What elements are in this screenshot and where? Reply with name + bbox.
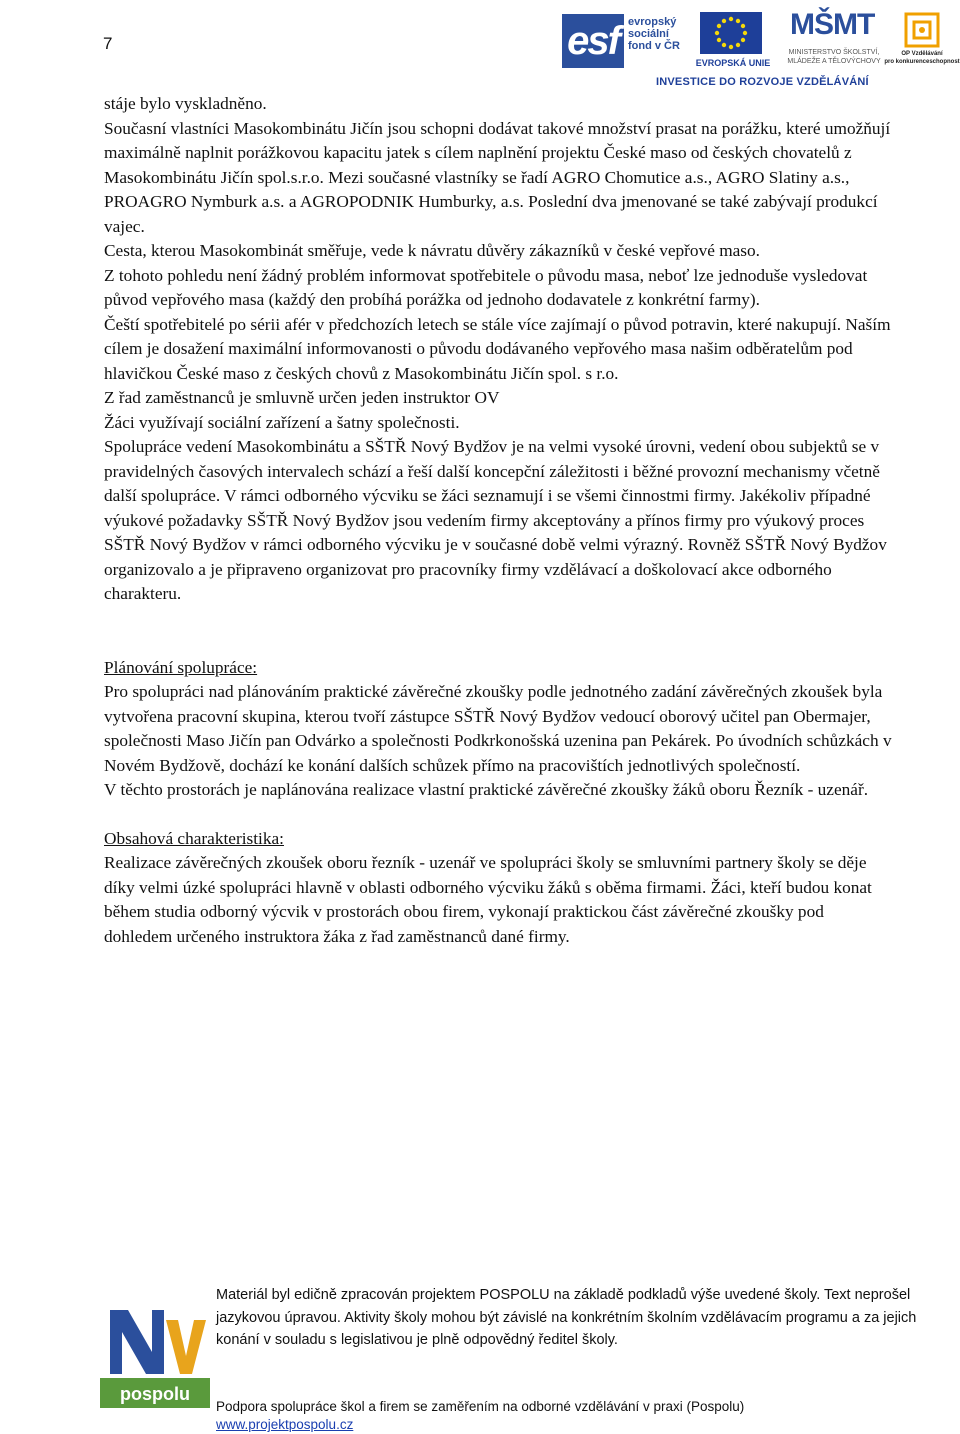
section-heading-planning: Plánování spolupráce:: [104, 657, 258, 677]
section-heading-content: Obsahová charakteristika:: [104, 828, 284, 848]
paragraph: Čeští spotřebitelé po sérii afér v předchozích letech se stále více zajímají o původ potravin, které nakupují. Naším cílem je dosažení maximální informovanosti o původu dodávaného vepřového masa našim odběratelům pod hlavičkou České maso z českých chovů z Masokombinátu Jičín spol. s r.o.: [104, 314, 891, 383]
paragraph: V těchto prostorách je naplánována realizace vlastní praktické závěrečné zkoušky žáků oboru Řezník - uzenář.: [104, 780, 869, 799]
document-body: [104, 92, 894, 949]
esf-text: evropský sociální fond v ČR: [628, 16, 680, 52]
op-emblem-icon: [904, 12, 940, 48]
footer-statement: Materiál byl edičně zpracován projektem POSPOLU na základě podkladů výše uvedené školy. Text neprošel jazykovou úpravou. Aktivity školy mohou být závislé na konkrétním školním vzdělávacím programu a za jejich konání v souladu s legislativou je plně odpovědný ředitel školy.: [216, 1287, 917, 1348]
eu-caption: EVROPSKÁ UNIE: [695, 58, 771, 68]
esf-logo: [562, 12, 684, 72]
project-website-link[interactable]: www.projektpospolu.cz: [216, 1417, 354, 1432]
paragraph: Pro spolupráci nad plánováním praktické závěrečné zkoušky podle jednotného zadání závěrečných zkoušek byla vytvořena pracovní skupina, kterou tvoří zástupce SŠTŘ Nový Bydžov vedoucí oborový učitel pan Obermajer, společnosti Maso Jičín pan Odvárko a společnosti Podkrkonošská uzenina pan Pekárek. Po úvodních schůzkách v Novém Bydžově, dochází ke konání dalších schůzek přímo na pracovištích jednotlivých společností.: [104, 682, 892, 775]
paragraph: Cesta, kterou Masokombinát směřuje, vede k návratu důvěry zákazníků v české vepřové maso.: [104, 241, 760, 260]
header-logos: [562, 8, 960, 94]
op-logo: [884, 12, 960, 72]
paragraph: Realizace závěrečných zkoušek oboru řezník - uzenář ve spolupráci školy se smluvními partnery školy se děje díky velmi úzké spolupráci hlavně v oblasti odborného výcviku žáků s oběma firmami. Žáci, kteří budou konat během studia odborný výcvik v prostorách obou firem, vykonají praktickou část závěrečné zkoušky pod dohledem určeného instruktora žáka z řad zaměstnanců dané firmy.: [104, 853, 872, 946]
paragraph: Žáci využívají sociální zařízení a šatny společnosti.: [104, 412, 460, 432]
invest-slogan: INVESTICE DO ROZVOJE VZDĚLÁVÁNÍ: [656, 76, 869, 88]
paragraph: stáje bylo vyskladněno.: [104, 94, 267, 113]
esf-mark: esf: [562, 14, 624, 68]
eu-logo: [690, 12, 776, 72]
paragraph: Z řad zaměstnanců je smluvně určen jeden instruktor OV: [104, 388, 500, 407]
eu-flag-icon: [700, 12, 762, 54]
msmt-logo: [784, 8, 884, 72]
page-number: 7: [103, 34, 113, 53]
paragraph: Současní vlastníci Masokombinátu Jičín jsou schopni dodávat takové množství prasat na porážku, které umožňují maximálně naplnit porážkovou kapacitu jatek s cílem naplnění projektu České maso od českých chovatelů z Masokombinátu Jičín spol.s.r.o. Mezi současné vlastníky se řadí AGRO Chomutice a.s., AGRO Slatiny a.s., PROAGRO Nymburk a.s. a AGROPODNIK Humburky, a.s. Poslední dva jmenované se také zabývají produkcí vajec.: [104, 118, 891, 236]
msmt-text: MINISTERSTVO ŠKOLSTVÍ, MLÁDEŽE A TĚLOVÝCHOVY: [787, 49, 881, 65]
pospolu-logo: [100, 1300, 210, 1418]
paragraph: Spolupráce vedení Masokombinátu a SŠTŘ Nový Bydžov je na velmi vysoké úrovni, vedení obou subjektů se v pravidelných časových intervalech schází a řeší další koncepční záležitosti i běžné provozní mechanismy včetně další spolupráce. V rámci odborného výcviku se žáci seznamují i se všemi činnostmi firmy. Jakékoliv případné výukové požadavky SŠTŘ Nový Bydžov jsou vedením firmy akceptovány a přínos firmy pro výukový proces SŠTŘ Nový Bydžov v rámci odborného výcviku je v současné době velmi výrazný. Rovněž SŠTŘ Nový Bydžov organizovalo a je připraveno organizovat pro pracovníky firmy vzdělávací a doškolovací akce odborného charakteru.: [104, 437, 887, 603]
msmt-mark: MŠMT: [790, 8, 875, 41]
paragraph: Z tohoto pohledu není žádný problém informovat spotřebitele o původu masa, neboť lze jednoduše vysledovat původ vepřového masa (každý den probíhá porážka od jednoho dodavatele z konkrétní farmy).: [104, 265, 868, 309]
footer-project: [216, 1398, 946, 1434]
pospolu-logo-text: pospolu: [120, 1384, 190, 1404]
footer-project-line: Podpora spolupráce škol a firem se zaměřením na odborné vzdělávání v praxi (Pospolu): [216, 1399, 745, 1414]
op-text: OP Vzdělávání pro konkurenceschopnost: [884, 51, 960, 65]
